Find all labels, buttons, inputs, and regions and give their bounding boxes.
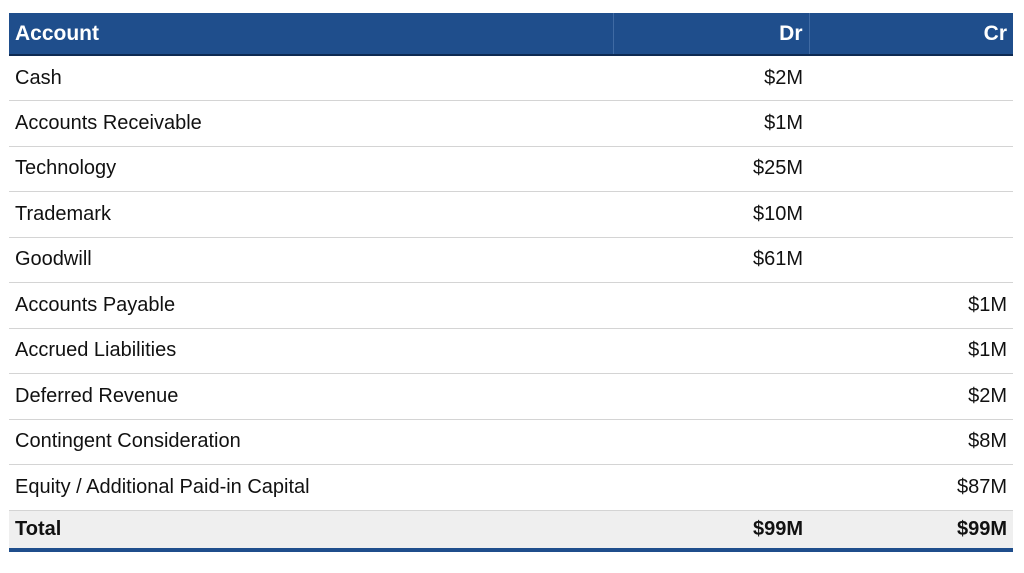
table-row (9, 374, 1013, 420)
debit-cell: $25M (613, 146, 809, 192)
journal-entry-table (9, 13, 1013, 552)
account-cell: Accounts Receivable (9, 101, 613, 147)
credit-cell (809, 146, 1013, 192)
table-row (9, 328, 1013, 374)
table-row (9, 283, 1013, 329)
account-cell: Technology (9, 146, 613, 192)
debit-cell: $61M (613, 237, 809, 283)
account-cell: Goodwill (9, 237, 613, 283)
debit-cell (613, 419, 809, 465)
account-cell: Trademark (9, 192, 613, 238)
credit-cell (809, 55, 1013, 101)
header-account: Account (9, 13, 613, 55)
header-cr: Cr (809, 13, 1013, 55)
debit-cell (613, 283, 809, 329)
table-row (9, 419, 1013, 465)
credit-cell: $8M (809, 419, 1013, 465)
credit-cell (809, 192, 1013, 238)
credit-cell: $87M (809, 465, 1013, 511)
credit-cell: $2M (809, 374, 1013, 420)
header-dr: Dr (613, 13, 809, 55)
journal-entry-table-container (9, 13, 1013, 552)
debit-cell (613, 374, 809, 420)
table-row (9, 146, 1013, 192)
credit-cell (809, 101, 1013, 147)
table-row (9, 192, 1013, 238)
credit-cell (809, 237, 1013, 283)
total-debit: $99M (613, 510, 809, 550)
total-label: Total (9, 510, 613, 550)
account-cell: Contingent Consideration (9, 419, 613, 465)
header-row (9, 13, 1013, 55)
account-cell: Cash (9, 55, 613, 101)
debit-cell (613, 328, 809, 374)
account-cell: Accrued Liabilities (9, 328, 613, 374)
debit-cell: $2M (613, 55, 809, 101)
total-row (9, 510, 1013, 550)
account-cell: Equity / Additional Paid-in Capital (9, 465, 613, 511)
debit-cell: $10M (613, 192, 809, 238)
debit-cell (613, 465, 809, 511)
total-credit: $99M (809, 510, 1013, 550)
table-body (9, 55, 1013, 550)
table-row (9, 55, 1013, 101)
credit-cell: $1M (809, 283, 1013, 329)
table-row (9, 237, 1013, 283)
table-row (9, 101, 1013, 147)
credit-cell: $1M (809, 328, 1013, 374)
debit-cell: $1M (613, 101, 809, 147)
table-row (9, 465, 1013, 511)
account-cell: Accounts Payable (9, 283, 613, 329)
table-header (9, 13, 1013, 55)
account-cell: Deferred Revenue (9, 374, 613, 420)
